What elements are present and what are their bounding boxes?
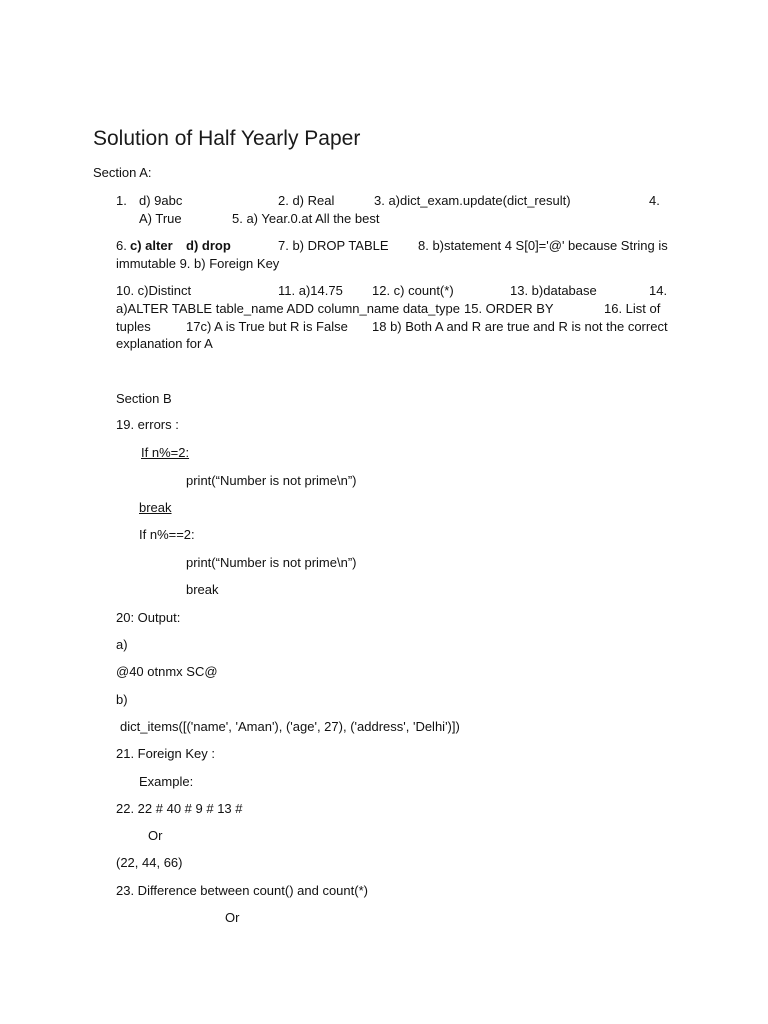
q19-code-print2: print(“Number is not prime\n”) — [186, 555, 357, 570]
q1-number: 1. — [116, 193, 127, 208]
q22-label: 22. 22 # 40 # 9 # 13 # — [116, 801, 243, 816]
section-b-heading: Section B — [116, 391, 172, 406]
q13-answer: 13. b)database — [510, 283, 597, 298]
q19-code-if1: If n%=2: — [141, 445, 190, 460]
q1-answer: d) 9abc — [139, 193, 183, 208]
q22-alternative: (22, 44, 66) — [116, 855, 183, 870]
q14-answer: a)ALTER TABLE table_name ADD column_name data_type — [116, 301, 460, 316]
q19-code-break1: break — [139, 500, 172, 515]
q20-part-a: a) — [116, 637, 128, 652]
section-a-heading: Section A: — [93, 165, 152, 180]
q18-continued: explanation for A — [116, 336, 213, 351]
q7-answer: 7. b) DROP TABLE — [278, 238, 389, 253]
q14-number: 14. — [649, 283, 668, 298]
q3-answer: 3. a)dict_exam.update(dict_result) — [374, 193, 571, 208]
q19-code-if2: If n%==2: — [139, 527, 195, 542]
q8-answer: 8. b)statement 4 S[0]='@' because String is — [418, 238, 668, 253]
q19-code-break2: break — [186, 582, 219, 597]
q21-label: 21. Foreign Key : — [116, 746, 215, 761]
q4-number: 4. — [649, 193, 660, 208]
q2-answer: 2. d) Real — [278, 193, 335, 208]
q21-example: Example: — [139, 774, 194, 789]
q6-answer-drop: d) drop — [186, 238, 231, 253]
q19-code-print1: print(“Number is not prime\n”) — [186, 473, 357, 488]
q11-answer: 11. a)14.75 — [278, 283, 343, 298]
q16-answer: 16. List of — [604, 301, 661, 316]
q16-continued: tuples — [116, 319, 151, 334]
q4-answer: A) True — [139, 211, 182, 226]
q17-answer: 17c) A is True but R is False — [186, 319, 348, 334]
q20-label: 20: Output: — [116, 610, 181, 625]
q20-part-b-output: dict_items([('name', 'Aman'), ('age', 27), ('address', 'Delhi')]) — [120, 719, 460, 734]
q10-answer: 10. c)Distinct — [116, 283, 192, 298]
q8-q9-continued: immutable 9. b) Foreign Key — [116, 256, 280, 271]
q6-answer-alter: c) alter — [130, 238, 173, 253]
q23-label: 23. Difference between count() and count(*) — [116, 883, 368, 898]
q19-label: 19. errors : — [116, 417, 179, 432]
q20-part-a-output: @40 otnmx SC@ — [116, 664, 218, 679]
page-title: Solution of Half Yearly Paper — [93, 127, 361, 150]
q15-answer: 15. ORDER BY — [464, 301, 554, 316]
q12-answer: 12. c) count(*) — [372, 283, 454, 298]
q6-number: 6. — [116, 238, 127, 253]
q20-part-b: b) — [116, 692, 128, 707]
q18-answer: 18 b) Both A and R are true and R is not the correct — [372, 319, 668, 334]
q23-or: Or — [225, 910, 240, 925]
q22-or: Or — [148, 828, 163, 843]
q5-answer: 5. a) Year.0.at All the best — [232, 211, 380, 226]
